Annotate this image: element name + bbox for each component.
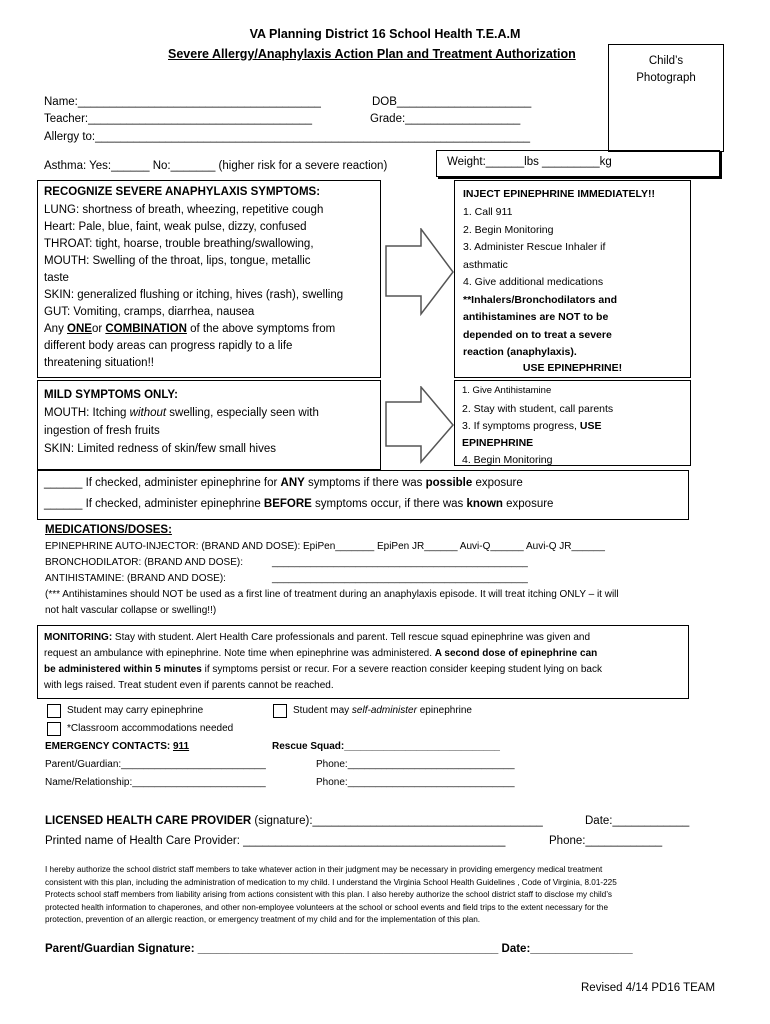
inject-step: asthmatic xyxy=(463,258,508,271)
weight-box[interactable] xyxy=(436,150,720,177)
antihistamine-label: ANTIHISTAMINE: (BRAND AND DOSE): xyxy=(45,573,226,584)
inject-note: reaction (anaphylaxis). xyxy=(463,346,577,358)
severe-line: GUT: Vomiting, cramps, diarrhea, nausea xyxy=(44,306,255,318)
monitoring-line: request an ambulance with epinephrine. Note time when epinephrine was administered. A second dose of epinephrine can xyxy=(44,648,598,659)
inject-box xyxy=(454,180,691,378)
use-epinephrine-label: USE EPINEPHRINE! xyxy=(522,362,623,374)
authorization-line: I hereby authorize the school district staff members to take whatever action in their judgment may be necessary in providing emergency medical treatment xyxy=(45,865,603,874)
grade-field[interactable]: Grade:__________________ xyxy=(370,113,521,125)
emergency-contacts-heading: EMERGENCY CONTACTS: 911 xyxy=(45,741,190,752)
asthma-field[interactable]: Asthma: Yes:______ No:_______ (higher risk for a severe reaction) xyxy=(44,160,388,172)
severe-line: MOUTH: Swelling of the throat, lips, tongue, metallic xyxy=(44,255,311,267)
severe-heading: RECOGNIZE SEVERE ANAPHYLAXIS SYMPTOMS: xyxy=(44,186,321,198)
severe-line: taste xyxy=(44,272,69,284)
parent-signature-field[interactable]: Parent/Guardian Signature: _______________________________________________ Date:________________ xyxy=(45,943,633,955)
org-title: VA Planning District 16 School Health T.E.A.M xyxy=(249,27,521,41)
carry-epinephrine-label: Student may carry epinephrine xyxy=(67,705,204,716)
severe-symptom-list xyxy=(44,202,343,372)
mild-action-step: EPINEPHRINE xyxy=(462,437,534,449)
teacher-field[interactable]: Teacher:___________________________________ xyxy=(44,113,312,125)
severe-line: SKIN: generalized flushing or itching, hives (rash), swelling xyxy=(44,289,344,301)
inject-note: **Inhalers/Bronchodilators and xyxy=(463,293,618,306)
self-administer-checkbox[interactable] xyxy=(273,704,287,718)
allergy-field[interactable]: Allergy to:____________________________________________________________________ xyxy=(44,131,531,143)
authorization-text xyxy=(45,864,617,927)
epinephrine-options-box xyxy=(37,470,689,520)
mild-heading: MILD SYMPTOMS ONLY: xyxy=(44,389,178,401)
epinephrine-dose-line[interactable]: EPINEPHRINE AUTO-INJECTOR: (BRAND AND DOSE): EpiPen_______ EpiPen JR______ Auvi-Q______ Auvi-Q JR______ xyxy=(45,541,605,552)
medications-heading: MEDICATIONS/DOSES: xyxy=(45,524,172,536)
authorization-line: consistent with this plan, including the administration of medication to my child. I understand the Virginia School Health Guidelines , Code of Virginia, 8.01-225 xyxy=(45,877,617,887)
mild-mouth-line-2: ingestion of fresh fruits xyxy=(44,425,160,437)
mild-symptoms-box xyxy=(37,380,381,470)
monitoring-line: be administered within 5 minutes if symptoms persist or recur. For a severe reaction consider keeping student lying on back xyxy=(44,664,602,675)
authorization-line: protected health information to chaperones, and other non-employee volunteers at the school or school events and field trips to the extent necessary for the xyxy=(45,902,609,912)
dob-field[interactable]: DOB_____________________ xyxy=(372,96,532,108)
monitoring-line: MONITORING: Stay with student. Alert Health Care professionals and parent. Tell rescue squad epinephrine was given and xyxy=(44,632,591,643)
form-title: Severe Allergy/Anaphylaxis Action Plan and Treatment Authorization xyxy=(168,47,576,61)
mild-mouth-line: MOUTH: Itching without swelling, especially seen with xyxy=(44,407,319,419)
weight-field[interactable]: Weight:______lbs _________kg xyxy=(447,156,612,168)
severe-line: THROAT: tight, hoarse, trouble breathing/swallowing, xyxy=(44,238,314,250)
monitoring-box xyxy=(37,625,689,699)
mild-action-step: 3. If symptoms progress, USE xyxy=(462,420,602,432)
provider-date-field[interactable]: Date:____________ xyxy=(585,815,690,827)
severe-line: LUNG: shortness of breath, wheezing, repetitive cough xyxy=(44,204,324,216)
photo-label-2: Photograph xyxy=(636,72,696,84)
option-any-symptoms[interactable]: ______ If checked, administer epinephrine for ANY symptoms if there was possible exposure xyxy=(44,477,523,489)
inject-note: depended on to treat a severe xyxy=(463,328,612,341)
option-before-symptoms[interactable]: ______ If checked, administer epinephrine BEFORE symptoms occur, if there was known exposure xyxy=(44,498,554,510)
inject-step: 3. Administer Rescue Inhaler if xyxy=(463,241,606,253)
provider-phone-field[interactable]: Phone:____________ xyxy=(549,835,663,847)
relationship-field[interactable]: Name/Relationship:________________________ xyxy=(45,777,266,788)
classroom-accommodations-label: *Classroom accommodations needed xyxy=(67,723,234,734)
inject-step: 1. Call 911 xyxy=(463,206,513,218)
self-administer-label: Student may self-administer epinephrine xyxy=(293,705,472,716)
provider-signature-field[interactable]: LICENSED HEALTH CARE PROVIDER (signature):____________________________________ xyxy=(45,815,543,827)
authorization-line: protection, prevention of an allergic reaction, or emergency treatment of my child and for the implementation of this plan. xyxy=(45,915,481,925)
parent-phone-field[interactable]: Phone:______________________________ xyxy=(316,759,515,770)
mild-actions-box xyxy=(454,380,691,466)
photo-box[interactable] xyxy=(608,44,724,152)
bronchodilator-label: BRONCHODILATOR: (BRAND AND DOSE): xyxy=(45,557,243,568)
bronchodilator-field[interactable]: ______________________________________________ xyxy=(272,557,528,568)
revision-note: Revised 4/14 PD16 TEAM xyxy=(581,982,716,994)
relationship-phone-field[interactable]: Phone:______________________________ xyxy=(316,777,515,788)
severe-line: threatening situation!! xyxy=(44,357,154,369)
monitoring-line: with legs raised. Treat student even if parents cannot be reached. xyxy=(44,680,334,691)
authorization-line: Protects school staff members from liability arising from actions consistent with this plan. I also hereby authorize the school district staff to disclose my child’s xyxy=(45,890,612,900)
inject-note: antihistamines are NOT to be xyxy=(463,311,609,323)
inject-steps xyxy=(463,204,617,362)
inject-step: 4. Give additional medications xyxy=(463,276,604,288)
name-field[interactable]: Name:______________________________________ xyxy=(44,96,321,108)
parent-guardian-field[interactable]: Parent/Guardian:__________________________ xyxy=(45,759,266,770)
severe-symptoms-box xyxy=(37,180,381,378)
inject-heading: INJECT EPINEPHRINE IMMEDIATELY!! xyxy=(463,188,655,200)
severe-line: Heart: Pale, blue, faint, weak pulse, dizzy, confused xyxy=(44,221,307,233)
inject-step: 2. Begin Monitoring xyxy=(463,223,554,236)
antihistamine-field[interactable]: ______________________________________________ xyxy=(272,573,528,584)
photo-label-1: Child’s xyxy=(648,55,684,67)
antihistamine-warning-2: not halt vascular collapse or swelling!!) xyxy=(45,605,217,616)
mild-action-step: 2. Stay with student, call parents xyxy=(462,403,614,415)
rescue-squad-field[interactable]: Rescue Squad:____________________________ xyxy=(272,741,500,752)
arrow-right-icon xyxy=(385,386,455,464)
arrow-right-icon xyxy=(385,228,455,316)
carry-epinephrine-checkbox[interactable] xyxy=(47,704,61,718)
severe-line: different body areas can progress rapidly to a life xyxy=(44,340,293,352)
mild-skin-line: SKIN: Limited redness of skin/few small hives xyxy=(44,443,277,455)
classroom-accommodations-checkbox[interactable] xyxy=(47,722,61,736)
provider-printed-name-field[interactable]: Printed name of Health Care Provider: _________________________________________ xyxy=(45,835,506,847)
antihistamine-warning: (*** Antihistamines should NOT be used as a first line of treatment during an anaphylaxis episode. It will treat itching ONLY – it will xyxy=(45,589,619,600)
mild-action-step: 1. Give Antihistamine xyxy=(462,385,552,396)
mild-action-step: 4. Begin Monitoring xyxy=(462,454,553,466)
severe-any-line: Any ONEor COMBINATION of the above symptoms from xyxy=(44,323,336,335)
